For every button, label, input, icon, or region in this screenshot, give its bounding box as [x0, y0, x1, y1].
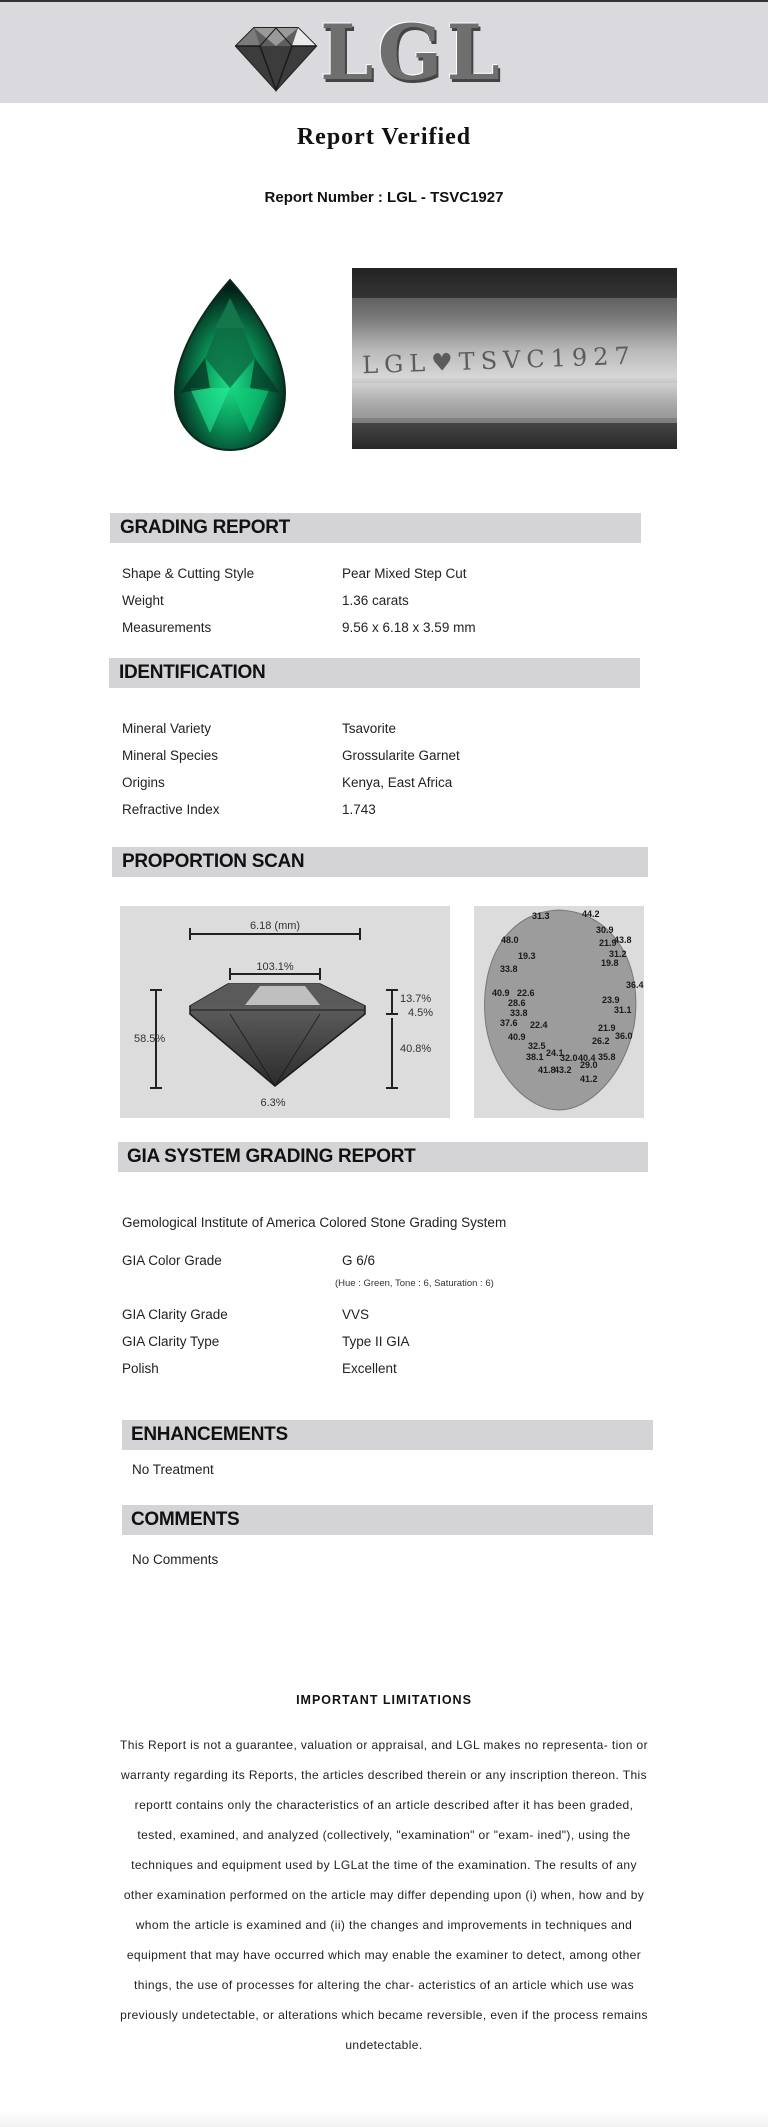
depth-map-value: 22.4 — [530, 1020, 548, 1030]
depth-map-value: 40.4 — [578, 1053, 596, 1063]
row-value: 1.743 — [342, 802, 376, 817]
profile-crown-label: 13.7% — [400, 993, 432, 1005]
profile-pavilion-label: 40.8% — [400, 1043, 432, 1055]
identification-heading: IDENTIFICATION — [109, 658, 640, 688]
row-label: GIA Clarity Type — [122, 1334, 220, 1349]
depth-map-value: 21.9 — [598, 1023, 616, 1033]
profile-depth-label: 58.5% — [134, 1033, 166, 1045]
depth-map-value: 26.2 — [592, 1036, 610, 1046]
depth-map-value: 30.9 — [596, 925, 614, 935]
depth-map-value: 36.0 — [615, 1031, 633, 1041]
profile-width-label: 6.18 (mm) — [249, 920, 301, 932]
depth-map — [474, 906, 644, 1118]
limitations-text: This Report is not a guarantee, valuation or appraisal, and LGL makes no representa- tion or warranty regarding its Reports, the articles described therein or any inscription thereon. This reportt contains only the characteristics of an article described after it has been graded, tested, examined, and analyzed (collectively, "examination" or "exam- ined"), using the techniques and equipment used by LGLat the time of the examination. The results of any other examination performed on the article may differ depending upon (i) when, how and by whom the article is examined and (ii) the changes and improvements in techniques and equipment that may have occurred which may enable the examiner to detect, among other things, the use of processes for altering the char- acteristics of an article which use was previously undetectable, or alterations which became reversible, even if the process remains undetectable. — [120, 1738, 648, 2052]
depth-map-value: 48.0 — [501, 935, 519, 945]
row-value: Type II GIA — [342, 1334, 410, 1349]
profile-girdle-label: 4.5% — [408, 1007, 434, 1019]
depth-map-value: 44.2 — [582, 909, 600, 919]
gia-system-text: Gemological Institute of America Colored Stone Grading System — [122, 1215, 507, 1230]
row-value: VVS — [342, 1307, 370, 1322]
depth-map-value: 37.6 — [500, 1018, 518, 1028]
profile-diagram — [120, 906, 450, 1118]
row-label: Shape & Cutting Style — [122, 566, 255, 581]
depth-map-value: 29.0 — [580, 1060, 598, 1070]
row-label: Origins — [122, 775, 165, 790]
row-label: GIA Color Grade — [122, 1253, 222, 1268]
row-label: Measurements — [122, 620, 212, 635]
page-title: Report Verified — [296, 124, 472, 150]
depth-map-value: 35.8 — [598, 1052, 616, 1062]
depth-map-value: 33.8 — [500, 964, 518, 974]
enhancements-heading: ENHANCEMENTS — [122, 1420, 653, 1450]
inscription-text: LGL♥TSVC1927 — [361, 341, 637, 380]
depth-map-panel — [474, 906, 644, 1118]
header-banner — [0, 2, 768, 103]
depth-map-value: 28.6 — [508, 998, 526, 1008]
row-label: Polish — [122, 1361, 159, 1376]
row-value: 9.56 x 6.18 x 3.59 mm — [342, 620, 476, 635]
row-label: Mineral Species — [122, 748, 219, 763]
depth-map-value: 31.2 — [609, 949, 627, 959]
row-value: Grossularite Garnet — [342, 748, 460, 763]
depth-map-value: 43.8 — [614, 935, 632, 945]
gem-photo — [135, 268, 325, 458]
depth-map-value: 40.9 — [508, 1032, 526, 1042]
depth-map-value: 40.9 — [492, 988, 510, 998]
profile-culet-label: 6.3% — [260, 1097, 286, 1109]
depth-map-value: 41.2 — [580, 1074, 598, 1084]
depth-map-value: 32.5 — [528, 1041, 546, 1051]
profile-diagram-panel — [120, 906, 450, 1118]
depth-map-value: 41.8 — [538, 1065, 556, 1075]
lgl-logo[interactable] — [230, 8, 504, 97]
depth-map-value: 31.1 — [614, 1005, 632, 1015]
depth-map-value: 38.1 — [526, 1052, 544, 1062]
report-number: Report Number : LGL - TSVC1927 — [264, 189, 504, 206]
inscription-photo — [352, 268, 677, 449]
depth-map-value: 33.8 — [510, 1008, 528, 1018]
row-label: Mineral Variety — [122, 721, 212, 736]
comments-value: No Comments — [132, 1552, 219, 1567]
depth-map-value: 23.9 — [602, 995, 620, 1005]
grading-report-heading: GRADING REPORT — [110, 513, 641, 543]
row-value: Kenya, East Africa — [342, 775, 453, 790]
row-label: Weight — [122, 593, 164, 608]
depth-map-value: 43.2 — [554, 1065, 572, 1075]
depth-map-value: 19.3 — [518, 951, 536, 961]
comments-heading: COMMENTS — [122, 1505, 653, 1535]
proportion-scan-heading: PROPORTION SCAN — [112, 847, 648, 877]
depth-map-value: 24.1 — [546, 1048, 564, 1058]
row-value: Tsavorite — [342, 721, 397, 736]
row-value: G 6/6 — [342, 1253, 376, 1268]
color-grade-note: (Hue : Green, Tone : 6, Saturation : 6) — [335, 1278, 494, 1289]
depth-map-value: 21.9 — [599, 938, 617, 948]
row-label: Refractive Index — [122, 802, 220, 817]
logo-wordmark: LGL — [320, 8, 504, 97]
pear-gem-image — [135, 268, 325, 458]
depth-map-value: 32.0 — [560, 1053, 578, 1063]
depth-map-value: 19.8 — [601, 958, 619, 968]
diamond-icon — [230, 24, 322, 94]
depth-map-value: 31.3 — [532, 911, 550, 921]
depth-map-value: 22.6 — [517, 988, 535, 998]
depth-map-value: 36.4 — [626, 980, 644, 990]
row-label: GIA Clarity Grade — [122, 1307, 228, 1322]
enhancements-value: No Treatment — [132, 1462, 214, 1477]
girdle-inscription-image — [352, 268, 677, 449]
gia-report-heading: GIA SYSTEM GRADING REPORT — [118, 1142, 648, 1172]
row-value: Pear Mixed Step Cut — [342, 566, 467, 581]
footer-strip — [0, 2110, 768, 2127]
row-value: 1.36 carats — [342, 593, 409, 608]
limitations-title: IMPORTANT LIMITATIONS — [296, 1693, 472, 1707]
row-value: Excellent — [342, 1361, 397, 1376]
profile-table-label: 103.1% — [256, 961, 294, 973]
